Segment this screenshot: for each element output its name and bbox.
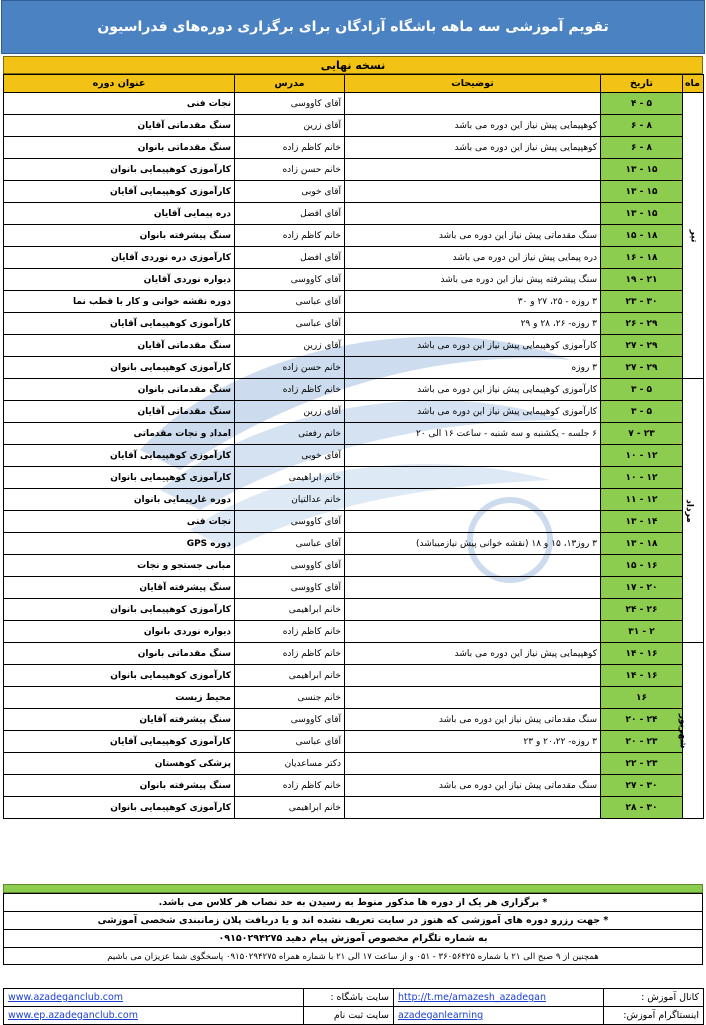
note-reserve: * جهت رزرو دوره های آموزشی که هنوز در سایت تعریف نشده اند و یا دریافت پلان زمانبندی شخصی آموزشی	[4, 912, 702, 930]
teacher-cell: خانم کاظم زاده	[235, 225, 345, 247]
insta-link[interactable]: azadeganlearning	[398, 1010, 484, 1021]
desc-cell: سنگ مقدماتی پیش نیاز این دوره می باشد	[345, 709, 601, 731]
site-label: سایت باشگاه :	[304, 989, 394, 1007]
teacher-cell: آقای عباسی	[235, 731, 345, 753]
date-cell: ۲۳ - ۷	[601, 423, 683, 445]
col-month: ماه	[683, 75, 704, 93]
course-cell: کارآموزی کوهپیمایی آقایان	[4, 313, 235, 335]
course-cell: امداد و نجات مقدماتی	[4, 423, 235, 445]
channel-cell	[394, 989, 604, 1007]
table-row	[4, 423, 704, 445]
date-cell: ۵ - ۳	[601, 379, 683, 401]
note-phone: همچنین از ۹ صبح الی ۲۱ با شماره ۳۶۰۵۶۴۲۵ - ۰۵۱ و از ساعت ۱۷ الی ۲۱ با شماره همراه ۰۹۱۵۰۲۹۴۲۷۵ پاسخگوی شما عزیزان می باشیم	[107, 952, 599, 962]
month-label: تیر	[688, 229, 698, 242]
course-cell: سنگ مقدماتی بانوان	[4, 379, 235, 401]
month-cell	[677, 643, 704, 819]
course-cell: کارآموزی کوهپیمایی آقایان	[4, 445, 235, 467]
table-row	[4, 467, 704, 489]
desc-cell	[345, 753, 601, 775]
teacher-cell: آقای عباسی	[235, 313, 345, 335]
table-row	[4, 313, 704, 335]
date-cell: ۱۶ - ۱۴	[601, 665, 683, 687]
site-link[interactable]: www.azadeganclub.com	[8, 992, 124, 1003]
teacher-cell: آقای کاووسی	[235, 269, 345, 291]
schedule-body	[4, 93, 704, 819]
desc-cell	[345, 159, 601, 181]
date-cell: ۲۶ - ۲۴	[601, 599, 683, 621]
date-cell: ۱۶ - ۱۴	[601, 643, 683, 665]
course-cell: کارآموزی کوهپیمایی آقایان	[4, 181, 235, 203]
teacher-cell: خانم رفعتی	[235, 423, 345, 445]
col-desc: توضیحات	[345, 75, 601, 93]
course-cell: کارآموزی کوهپیمایی آقایان	[4, 731, 235, 753]
date-cell: ۵ - ۴	[601, 93, 683, 115]
table-row	[4, 687, 704, 709]
table-row	[4, 269, 704, 291]
course-cell: سنگ مقدماتی آقایان	[4, 401, 235, 423]
teacher-cell: خانم جنسی	[235, 687, 345, 709]
date-cell: ۳۰ - ۲۳	[601, 291, 683, 313]
desc-cell: ۳ روزه- ۲۰،۲۲ و ۲۳	[345, 731, 601, 753]
date-cell: ۲۰ - ۱۷	[601, 577, 683, 599]
teacher-cell: خانم کاظم زاده	[235, 775, 345, 797]
note-quorum: * برگزاری هر یک از دوره ها مذکور منوط به رسیدن به حد نصاب هر کلاس می باشد.	[4, 894, 702, 912]
course-cell: کارآموزی دره نوردی آقایان	[4, 247, 235, 269]
table-row	[4, 599, 704, 621]
desc-cell	[345, 797, 601, 819]
date-cell: ۲۱ - ۱۹	[601, 269, 683, 291]
page-title: تقویم آموزشی سه ماهه باشگاه آزادگان برای برگزاری دوره‌های فدراسیون	[1, 0, 705, 54]
table-row	[4, 797, 704, 819]
table-row	[4, 93, 704, 115]
desc-cell	[345, 665, 601, 687]
date-cell: ۱۲ - ۱۰	[601, 445, 683, 467]
table-row	[4, 115, 704, 137]
date-cell: ۲۳ - ۲۰	[601, 731, 683, 753]
date-cell: ۲۹ - ۲۶	[601, 313, 683, 335]
course-cell: کارآموزی کوهپیمایی بانوان	[4, 467, 235, 489]
teacher-cell: آقای خوبی	[235, 445, 345, 467]
reg-label: سایت ثبت نام	[304, 1007, 394, 1025]
notes-box	[3, 893, 703, 965]
course-cell: پزشکی کوهستان	[4, 753, 235, 775]
teacher-cell: آقای کاووسی	[235, 93, 345, 115]
desc-cell	[345, 203, 601, 225]
table-row	[4, 203, 704, 225]
teacher-cell: آقای زرین	[235, 401, 345, 423]
table-row	[4, 225, 704, 247]
course-cell: محیط زیست	[4, 687, 235, 709]
date-cell: ۳۰ - ۲۷	[601, 775, 683, 797]
teacher-cell: آقای افضل	[235, 247, 345, 269]
desc-cell: دره پیمایی پیش نیاز این دوره می باشد	[345, 247, 601, 269]
table-row	[4, 511, 704, 533]
teacher-cell: آقای کاووسی	[235, 555, 345, 577]
table-row	[4, 709, 704, 731]
desc-cell	[345, 445, 601, 467]
table-header-row	[4, 75, 704, 93]
desc-cell	[345, 577, 601, 599]
month-cell	[683, 93, 704, 379]
teacher-cell: آقای عباسی	[235, 533, 345, 555]
date-cell: ۳۰ - ۲۸	[601, 797, 683, 819]
teacher-cell: آقای عباسی	[235, 291, 345, 313]
date-cell: ۱۵ - ۱۳	[601, 181, 683, 203]
course-cell: سنگ مقدماتی بانوان	[4, 137, 235, 159]
desc-cell	[345, 621, 601, 643]
date-cell: ۲۹ - ۲۷	[601, 357, 683, 379]
schedule-table	[3, 74, 704, 819]
month-label: مرداد	[683, 498, 694, 523]
table-row	[4, 489, 704, 511]
desc-cell	[345, 467, 601, 489]
desc-cell	[345, 687, 601, 709]
course-cell: سنگ پیشرفته بانوان	[4, 775, 235, 797]
date-cell: ۸ - ۶	[601, 115, 683, 137]
date-cell: ۲۳ - ۲۲	[601, 753, 683, 775]
teacher-cell: خانم حسن زاده	[235, 159, 345, 181]
course-cell: کارآموزی کوهپیمایی بانوان	[4, 797, 235, 819]
course-cell: دیواره نوردی بانوان	[4, 621, 235, 643]
table-row	[4, 643, 704, 665]
teacher-cell: خانم کاظم زاده	[235, 137, 345, 159]
table-row	[4, 665, 704, 687]
desc-cell: سنگ مقدماتی پیش نیاز این دوره می باشد	[345, 775, 601, 797]
course-cell: سنگ پیشرفته بانوان	[4, 225, 235, 247]
course-cell: سنگ پیشرفته آقایان	[4, 577, 235, 599]
date-cell: ۵ - ۳	[601, 401, 683, 423]
month-cell	[683, 379, 704, 643]
date-cell: ۸ - ۶	[601, 137, 683, 159]
divider-strip	[3, 884, 703, 893]
table-row	[4, 577, 704, 599]
col-teacher: مدرس	[235, 75, 345, 93]
desc-cell	[345, 489, 601, 511]
desc-cell: کارآموزی کوهپیمایی پیش نیاز این دوره می باشد	[345, 335, 601, 357]
insta-label: اینستاگرام آموزش:	[604, 1007, 704, 1025]
course-cell: سنگ مقدماتی آقایان	[4, 335, 235, 357]
course-cell: مبانی جستجو و نجات	[4, 555, 235, 577]
desc-cell: کوهپیمایی پیش نیاز این دوره می باشد	[345, 643, 601, 665]
course-cell: نجات فنی	[4, 511, 235, 533]
teacher-cell: آقای افضل	[235, 203, 345, 225]
desc-cell: سنگ پیشرفته پیش نیاز این دوره می باشد	[345, 269, 601, 291]
table-row	[4, 357, 704, 379]
version-label: نسخه نهایی	[3, 56, 703, 74]
channel-link[interactable]: http://t.me/amazesh_azadegan	[398, 992, 546, 1003]
course-cell: کارآموزی کوهپیمایی بانوان	[4, 665, 235, 687]
date-cell: ۱۵ - ۱۳	[601, 159, 683, 181]
desc-cell	[345, 93, 601, 115]
date-cell: ۱۲ - ۱۰	[601, 467, 683, 489]
teacher-cell: خانم کاظم زاده	[235, 379, 345, 401]
teacher-cell: آقای زرین	[235, 115, 345, 137]
note-telegram: به شماره تلگرام مخصوص آموزش پیام دهید ۰۹۱۵۰۲۹۴۲۷۵	[4, 930, 702, 948]
desc-cell: سنگ مقدماتی پیش نیاز این دوره می باشد	[345, 225, 601, 247]
desc-cell: ۶ جلسه - یکشنبه و سه شنبه - ساعت ۱۶ الی ۲۰	[345, 423, 601, 445]
col-course: عنوان دوره	[4, 75, 235, 93]
links-table	[3, 988, 704, 1025]
insta-cell	[394, 1007, 604, 1025]
links-row-2	[4, 1007, 704, 1025]
course-cell: دیواره نوردی آقایان	[4, 269, 235, 291]
date-cell: ۱۸ - ۱۶	[601, 247, 683, 269]
desc-cell: کارآموزی کوهپیمایی پیش نیاز این دوره می باشد	[345, 401, 601, 423]
teacher-cell: خانم عدالتیان	[235, 489, 345, 511]
table-row	[4, 247, 704, 269]
desc-cell	[345, 555, 601, 577]
table-row	[4, 753, 704, 775]
teacher-cell: آقای کاووسی	[235, 577, 345, 599]
course-cell: کارآموزی کوهپیمایی بانوان	[4, 357, 235, 379]
course-cell: کارآموزی کوهپیمایی بانوان	[4, 159, 235, 181]
course-cell: دوره غارپیمایی بانوان	[4, 489, 235, 511]
date-cell: ۱۶ - ۱۵	[601, 555, 683, 577]
course-cell: دوره GPS	[4, 533, 235, 555]
teacher-cell: دکتر مساعدیان	[235, 753, 345, 775]
table-row	[4, 401, 704, 423]
teacher-cell: آقای خوبی	[235, 181, 345, 203]
course-cell: کارآموزی کوهپیمایی بانوان	[4, 599, 235, 621]
desc-cell: ۳ روزه- ۲۶، ۲۸ و ۲۹	[345, 313, 601, 335]
table-row	[4, 555, 704, 577]
table-row	[4, 621, 704, 643]
table-row	[4, 291, 704, 313]
teacher-cell: خانم ابراهیمی	[235, 797, 345, 819]
desc-cell: کوهپیمایی پیش نیاز این دوره می باشد	[345, 137, 601, 159]
date-cell: ۱۸ - ۱۳	[601, 533, 683, 555]
date-cell: ۱۲ - ۱۱	[601, 489, 683, 511]
teacher-cell: خانم ابراهیمی	[235, 665, 345, 687]
course-cell: نجات فنی	[4, 93, 235, 115]
desc-cell: کارآموزی کوهپیمایی پیش نیاز این دوره می باشد	[345, 379, 601, 401]
teacher-cell: خانم ابراهیمی	[235, 599, 345, 621]
desc-cell	[345, 599, 601, 621]
course-cell: سنگ مقدماتی آقایان	[4, 115, 235, 137]
desc-cell: ۳ روزه - ۲۵، ۲۷ و ۳۰	[345, 291, 601, 313]
course-cell: دره پیمایی آقایان	[4, 203, 235, 225]
date-cell: ۱۸ - ۱۵	[601, 225, 683, 247]
desc-cell: ۳ روزه	[345, 357, 601, 379]
table-row	[4, 731, 704, 753]
table-row	[4, 137, 704, 159]
date-cell: ۱۵ - ۱۳	[601, 203, 683, 225]
channel-label: کانال آموزش :	[604, 989, 704, 1007]
teacher-cell: خانم کاظم زاده	[235, 621, 345, 643]
reg-link[interactable]: www.ep.azadeganclub.com	[8, 1010, 138, 1021]
date-cell: ۱۴ - ۱۳	[601, 511, 683, 533]
desc-cell: کوهپیمایی پیش نیاز این دوره می باشد	[345, 115, 601, 137]
month-label: شهریور	[677, 713, 688, 748]
teacher-cell: خانم حسن زاده	[235, 357, 345, 379]
desc-cell	[345, 511, 601, 533]
teacher-cell: آقای کاووسی	[235, 709, 345, 731]
date-cell: ۲۴ - ۲۰	[601, 709, 683, 731]
date-cell: ۲ - ۳۱	[601, 621, 683, 643]
teacher-cell: خانم ابراهیمی	[235, 467, 345, 489]
reg-cell	[4, 1007, 304, 1025]
site-cell	[4, 989, 304, 1007]
course-cell: سنگ مقدماتی بانوان	[4, 643, 235, 665]
links-row-1	[4, 989, 704, 1007]
date-cell: ۲۹ - ۲۷	[601, 335, 683, 357]
teacher-cell: آقای کاووسی	[235, 511, 345, 533]
course-cell: سنگ پیشرفته آقایان	[4, 709, 235, 731]
table-row	[4, 445, 704, 467]
desc-cell: ۳ روز۱۳، ۱۵ و ۱۸ (نقشه خوانی پیش نیازمیباشد)	[345, 533, 601, 555]
table-row	[4, 159, 704, 181]
table-row	[4, 181, 704, 203]
table-row	[4, 335, 704, 357]
date-cell: ۱۶	[601, 687, 683, 709]
teacher-cell: آقای زرین	[235, 335, 345, 357]
table-row	[4, 533, 704, 555]
table-row	[4, 379, 704, 401]
course-cell: دوره نقشه خوانی و کار با قطب نما	[4, 291, 235, 313]
teacher-cell: خانم کاظم زاده	[235, 643, 345, 665]
desc-cell	[345, 181, 601, 203]
table-row	[4, 775, 704, 797]
col-date: تاریخ	[601, 75, 683, 93]
